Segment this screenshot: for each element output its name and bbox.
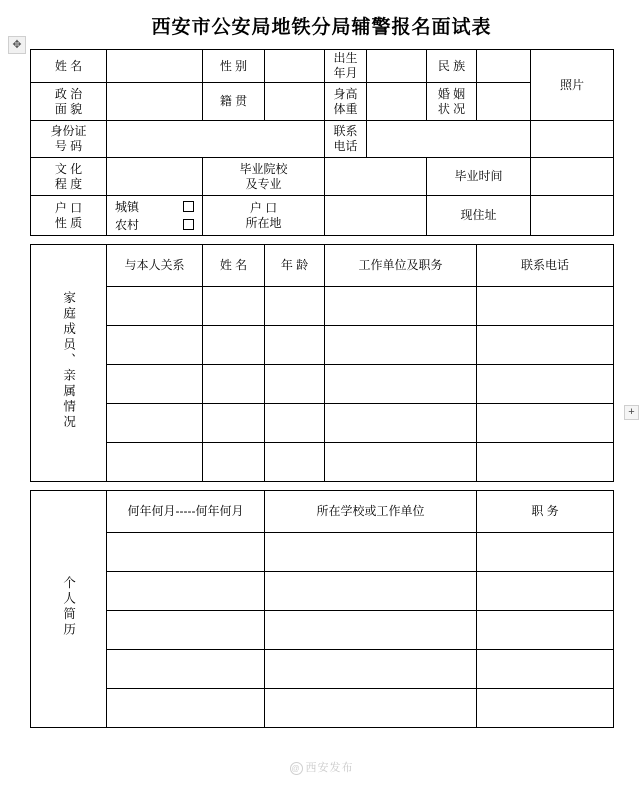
resume-cell-school-or-work[interactable] xyxy=(265,611,477,650)
school-label-line1: 毕业院校 xyxy=(239,161,288,176)
table-row xyxy=(31,50,614,83)
family-cell-relationship[interactable] xyxy=(107,326,203,365)
table-row xyxy=(31,443,614,482)
family-cell-name[interactable] xyxy=(203,404,265,443)
household-type-rural-label: 农村 xyxy=(115,217,140,232)
photo-spacer-cell xyxy=(531,121,614,158)
personal-resume-table xyxy=(30,490,614,728)
marital-line2: 状 况 xyxy=(437,101,466,116)
watermark-text: 西安发布 xyxy=(305,762,354,774)
school-label-line2: 及专业 xyxy=(245,176,282,191)
family-cell-age[interactable] xyxy=(265,287,325,326)
resume-section-side-label xyxy=(31,491,107,728)
column-header-period: 何年何月-----何年何月 xyxy=(107,491,265,533)
table-row xyxy=(31,158,614,196)
family-cell-age[interactable] xyxy=(265,404,325,443)
marital-status-label xyxy=(427,83,477,121)
weibo-icon: @ xyxy=(291,763,301,773)
graduation-time-field[interactable] xyxy=(531,158,614,196)
table-header-row xyxy=(31,491,614,533)
id-label-line2: 号 码 xyxy=(54,139,83,153)
family-side-label-text: 家庭成员、亲属情况 xyxy=(61,291,76,431)
table-row xyxy=(31,611,614,650)
family-cell-age[interactable] xyxy=(265,326,325,365)
current-address-label: 现住址 xyxy=(427,196,531,236)
table-row xyxy=(31,533,614,572)
table-row xyxy=(31,365,614,404)
education-label xyxy=(31,158,107,196)
family-cell-workplace[interactable] xyxy=(325,404,477,443)
name-label: 姓 名 xyxy=(31,50,107,83)
height-weight-line1: 身高 xyxy=(333,86,358,101)
table-row xyxy=(31,404,614,443)
id-number-field[interactable] xyxy=(107,121,325,158)
family-cell-age[interactable] xyxy=(265,365,325,404)
resume-cell-position[interactable] xyxy=(477,611,614,650)
family-cell-phone[interactable] xyxy=(477,365,614,404)
family-cell-name[interactable] xyxy=(203,365,265,404)
birth-label xyxy=(325,50,367,83)
current-address-field[interactable] xyxy=(531,196,614,236)
household-type-options xyxy=(107,196,203,236)
education-label-line1: 文 化 xyxy=(54,161,83,176)
checkbox-town[interactable] xyxy=(183,201,194,212)
nation-label: 民 族 xyxy=(427,50,477,83)
table-row xyxy=(31,650,614,689)
resume-cell-period[interactable] xyxy=(107,611,265,650)
checkbox-rural[interactable] xyxy=(183,219,194,230)
family-cell-name[interactable] xyxy=(203,326,265,365)
resume-cell-school-or-work[interactable] xyxy=(265,572,477,611)
family-cell-relationship[interactable] xyxy=(107,287,203,326)
move-handle-icon[interactable]: ✥ xyxy=(8,36,26,54)
id-label-line1: 身份证 xyxy=(50,124,87,138)
family-cell-workplace[interactable] xyxy=(325,326,477,365)
resume-cell-period[interactable] xyxy=(107,689,265,728)
resume-cell-period[interactable] xyxy=(107,572,265,611)
residence-label-line1: 户 口 xyxy=(249,200,278,215)
marital-line1: 婚 姻 xyxy=(437,86,466,101)
table-row xyxy=(31,121,614,158)
resume-cell-position[interactable] xyxy=(477,689,614,728)
phone-label-line1: 联系 xyxy=(333,124,358,138)
resume-cell-school-or-work[interactable] xyxy=(265,533,477,572)
resume-cell-position[interactable] xyxy=(477,650,614,689)
residence-label xyxy=(203,196,325,236)
family-cell-age[interactable] xyxy=(265,443,325,482)
graduation-time-label: 毕业时间 xyxy=(427,158,531,196)
family-cell-relationship[interactable] xyxy=(107,404,203,443)
household-label-line1: 户 口 xyxy=(54,200,83,215)
family-cell-relationship[interactable] xyxy=(107,365,203,404)
native-place-label: 籍 贯 xyxy=(203,83,265,121)
gender-field[interactable] xyxy=(265,50,325,83)
phone-label xyxy=(325,121,367,158)
column-header-relationship: 与本人关系 xyxy=(107,245,203,287)
birth-field[interactable] xyxy=(367,50,427,83)
table-row xyxy=(31,689,614,728)
resume-cell-period[interactable] xyxy=(107,650,265,689)
table-row xyxy=(31,326,614,365)
political-status-field[interactable] xyxy=(107,83,203,121)
family-section-side-label xyxy=(31,245,107,482)
family-cell-workplace[interactable] xyxy=(325,443,477,482)
household-type-label xyxy=(31,196,107,236)
photo-cell[interactable]: 照片 xyxy=(531,50,614,121)
family-cell-phone[interactable] xyxy=(477,326,614,365)
marital-status-field[interactable] xyxy=(477,83,531,121)
household-type-rural-row[interactable] xyxy=(109,216,200,234)
column-header-school-or-work: 所在学校或工作单位 xyxy=(265,491,477,533)
household-type-town-row[interactable] xyxy=(109,198,200,216)
basic-info-table xyxy=(30,49,614,236)
family-cell-name[interactable] xyxy=(203,443,265,482)
column-header-age: 年 龄 xyxy=(265,245,325,287)
family-members-table xyxy=(30,244,614,482)
watermark xyxy=(0,759,643,775)
resume-side-label-text: 个人简历 xyxy=(61,576,76,638)
phone-label-line2: 电话 xyxy=(333,139,358,153)
school-major-label xyxy=(203,158,325,196)
table-header-row xyxy=(31,245,614,287)
household-label-line2: 性 质 xyxy=(54,215,83,230)
education-label-line2: 程 度 xyxy=(54,176,83,191)
education-field[interactable] xyxy=(107,158,203,196)
height-weight-line2: 体重 xyxy=(333,101,358,116)
political-label-line1: 政 治 xyxy=(54,86,83,101)
column-header-position: 职 务 xyxy=(477,491,614,533)
table-row xyxy=(31,196,614,236)
page-title: 西安市公安局地铁分局辅警报名面试表 xyxy=(151,16,492,38)
resume-cell-period[interactable] xyxy=(107,533,265,572)
family-cell-workplace[interactable] xyxy=(325,365,477,404)
table-row xyxy=(31,287,614,326)
political-status-label xyxy=(31,83,107,121)
school-major-field[interactable] xyxy=(325,158,427,196)
resume-cell-position[interactable] xyxy=(477,572,614,611)
residence-field[interactable] xyxy=(325,196,427,236)
family-cell-relationship[interactable] xyxy=(107,443,203,482)
residence-label-line2: 所在地 xyxy=(245,215,282,230)
family-cell-workplace[interactable] xyxy=(325,287,477,326)
native-place-field[interactable] xyxy=(265,83,325,121)
height-weight-label xyxy=(325,83,367,121)
household-type-town-label: 城镇 xyxy=(115,199,140,214)
height-weight-field[interactable] xyxy=(367,83,427,121)
family-cell-phone[interactable] xyxy=(477,404,614,443)
name-field[interactable] xyxy=(107,50,203,83)
phone-field[interactable] xyxy=(367,121,531,158)
birth-label-line2: 年月 xyxy=(333,66,358,80)
gender-label: 性 别 xyxy=(203,50,265,83)
resume-cell-school-or-work[interactable] xyxy=(265,650,477,689)
column-header-phone: 联系电话 xyxy=(477,245,614,287)
resume-cell-school-or-work[interactable] xyxy=(265,689,477,728)
family-cell-name[interactable] xyxy=(203,287,265,326)
zoom-in-icon[interactable]: + xyxy=(624,405,639,420)
nation-field[interactable] xyxy=(477,50,531,83)
family-cell-phone[interactable] xyxy=(477,287,614,326)
column-header-name: 姓 名 xyxy=(203,245,265,287)
table-row xyxy=(31,83,614,121)
birth-label-line1: 出生 xyxy=(333,51,358,65)
political-label-line2: 面 貌 xyxy=(54,101,83,116)
resume-cell-position[interactable] xyxy=(477,533,614,572)
column-header-workplace: 工作单位及职务 xyxy=(325,245,477,287)
family-cell-phone[interactable] xyxy=(477,443,614,482)
table-row xyxy=(31,572,614,611)
id-number-label xyxy=(31,121,107,158)
